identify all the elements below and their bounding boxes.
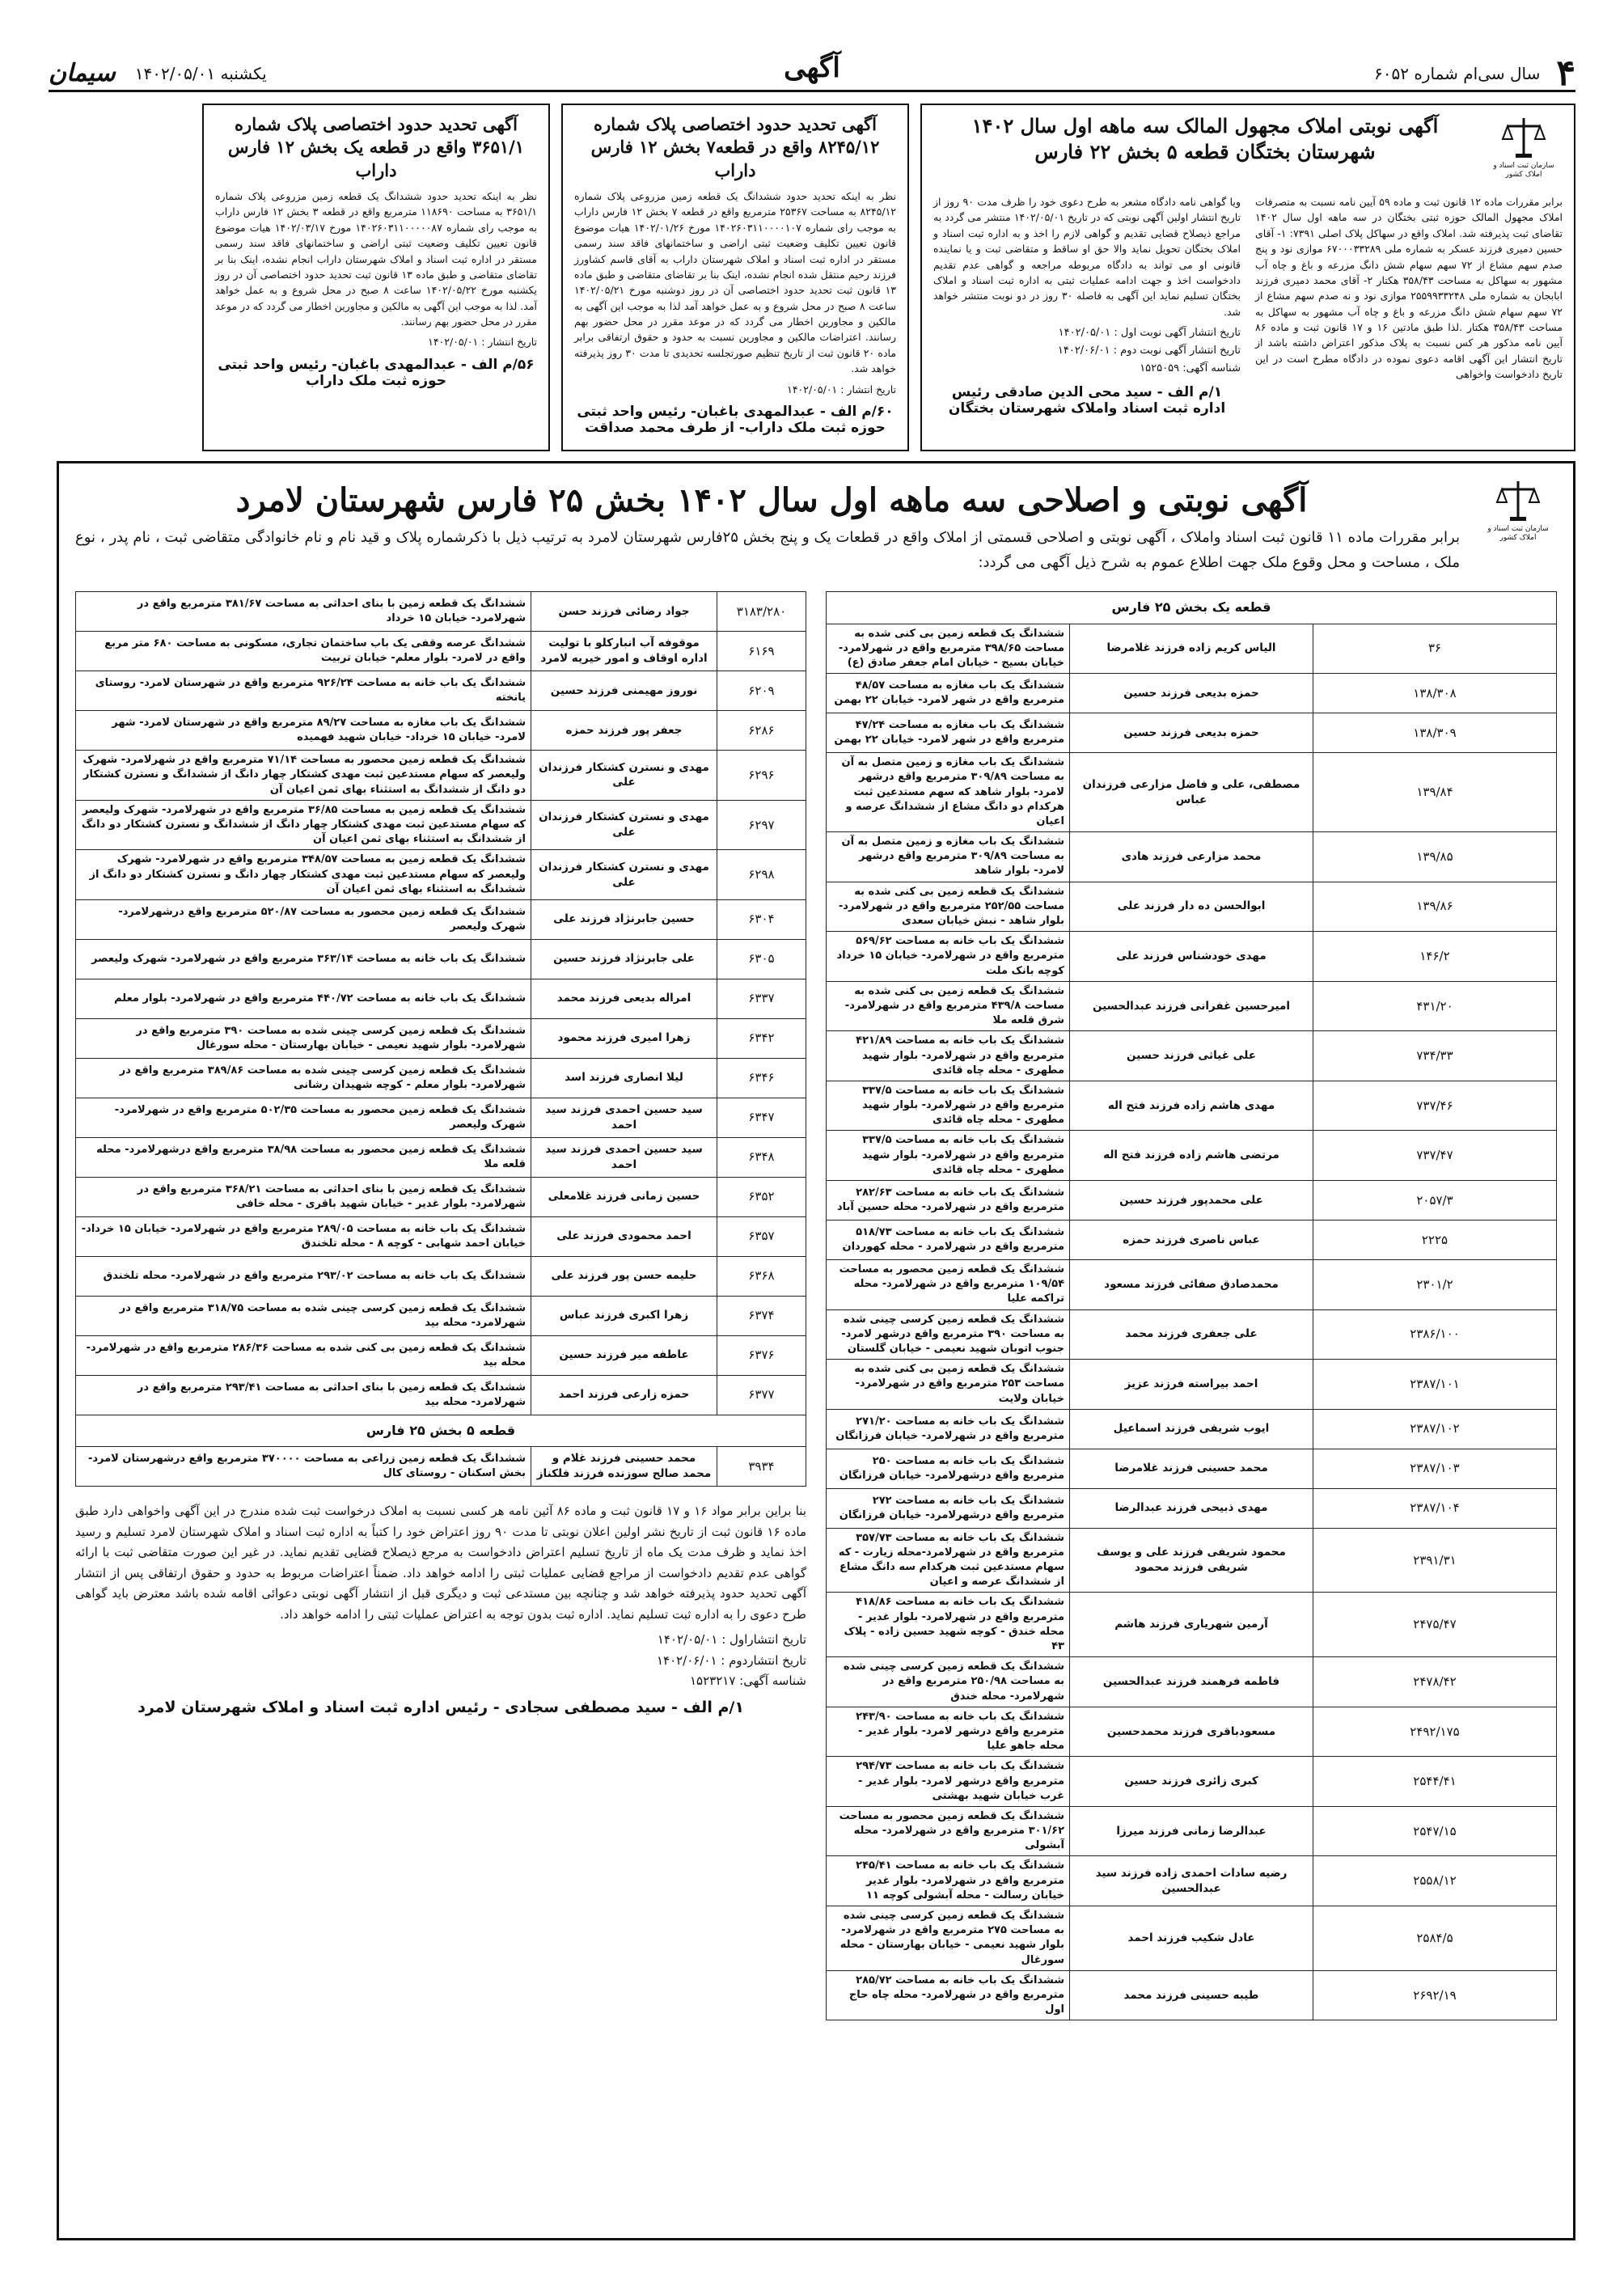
property-description: ششدانگ یک قطعه زمین محصور به مساحت ۳۸/۹۸ مترمربع واقع درشهرلامرد- محله قلعه ملا: [76, 1137, 531, 1177]
plate-number: ۶۳۷۷: [717, 1375, 806, 1415]
property-description: ششدانگ یک قطعه زمین بی کنی شده به مساحت ۲۵۳ مترمربع واقع در شهرلامرد- خیابان ولایت: [827, 1360, 1070, 1410]
property-table: [75, 591, 806, 1487]
emblem-caption: سازمان ثبت اسناد و املاک کشور: [1493, 162, 1554, 179]
property-description: ششدانگ یک باب مغازه به مساحت ۴۷/۲۴ مترمربع واقع در شهر لامرد- خیابان ۲۲ بهمن: [827, 713, 1070, 753]
plate-number: ۶۳۷۴: [717, 1296, 806, 1335]
plate-number: ۷۳۴/۳۳: [1313, 1031, 1557, 1081]
table-row: [827, 1360, 1557, 1410]
property-description: ششدانگ یک قطعه زمین با بنای احداثی به مساحت ۳۶۸/۲۱ مترمربع واقع در شهرلامرد- بلوار غدیر - خیابان شهید باقری - محله خافی: [76, 1177, 531, 1216]
scales-icon: [1499, 113, 1548, 162]
table-row: [827, 1221, 1557, 1260]
property-description: ششدانگ یک باب خانه به مساحت ۲۸۵/۷۲ مترمربع واقع در شهرلامرد- محله چاه حاج اول: [827, 1970, 1070, 2020]
plate-number: ۷۳۷/۴۷: [1313, 1131, 1557, 1181]
table-row: [827, 1757, 1557, 1807]
table-left: [75, 591, 806, 2020]
property-description: ششدانگ یک باب خانه به مساحت ۲۸۹/۰۵ مترمربع واقع در شهرلامرد- خیابان ۱۵ خرداد- خیابان احمد شهابی - کوچه ۸ - محله تلخندق: [76, 1216, 531, 1256]
table-row: [76, 1216, 806, 1256]
table-row: [76, 592, 806, 632]
applicant-name: مهدی و نسترن کشتکار فرزندان علی: [531, 850, 717, 900]
issue-number: سال سی‌ام ‌شماره ۶۰۵۲: [1374, 63, 1541, 83]
table-row: [827, 1856, 1557, 1906]
applicant-name: امیرحسین غفرانی فرزند عبدالحسین: [1070, 981, 1313, 1031]
applicant-name: علی جابرنژاد فرزند حسین: [531, 939, 717, 979]
notice-id: شناسه آگهی: ۱۵۲۵۰۵۹: [1140, 362, 1241, 375]
property-description: ششدانگ یک باب خانه به مساحت ۹۲۶/۲۴ مترمربع واقع در شهرستان لامرد- روستای یانخته: [76, 671, 531, 711]
table-row: [827, 1528, 1557, 1593]
applicant-name: حلیمه حسن پور فرزند علی: [531, 1256, 717, 1296]
table-row: [76, 711, 806, 751]
plate-number: ۶۳۰۵: [717, 939, 806, 979]
table-section-header: قطعه ۵ بخش ۲۵ فارس: [76, 1415, 806, 1446]
property-description: ششدانگ یک باب خانه به مساحت ۴۴۰/۷۲ مترمربع واقع در شهرلامرد- بلوار معلم: [76, 979, 531, 1018]
property-description: ششدانگ یک باب خانه به مساحت ۳۶۳/۱۴ مترمربع واقع در شهرلامرد- شهرک ولیعصر: [76, 939, 531, 979]
applicant-name: زهرا اکبری فرزند عباس: [531, 1296, 717, 1335]
applicant-name: علی غیاثی فرزند حسین: [1070, 1031, 1313, 1081]
table-row: [827, 713, 1557, 753]
plate-number: ۴۳۱/۲۰: [1313, 981, 1557, 1031]
notice-title: آگهی تحدید حدود اختصاصی پلاک شماره ۸۲۴۵/۱۲ واقع در قطعه۷ بخش ۱۲ فارس داراب: [590, 114, 880, 180]
property-description: ششدانگ یک باب خانه به مساحت ۲۴۳/۹۰ مترمربع واقع درشهر لامرد- بلوار غدیر - محله جاهو علیا: [827, 1707, 1070, 1757]
property-description: ششدانگ یک باب خانه به مساحت ۲۵۰ مترمربع واقع درشهرلامرد- خیابان فرزانگان: [827, 1449, 1070, 1488]
applicant-name: سید حسین احمدی فرزند سید احمد: [531, 1137, 717, 1177]
applicant-name: ایوب شریفی فرزند اسماعیل: [1070, 1409, 1313, 1449]
property-description: ششدانگ یک باب خانه به مساحت ۵۶۹/۶۲ مترمربع واقع در شهرلامرد- خیابان ۱۵ خرداد کوچه بانک ملت: [827, 932, 1070, 982]
main-signature: ۱/م الف - سید مصطفی سجادی - رئیس اداره ثبت اسناد و املاک شهرستان لامرد: [137, 1698, 744, 1716]
table-row: [827, 1131, 1557, 1181]
property-description: ششدانگ یک قطعه زمین بی کنی شده به مساحت ۴۳۹/۸ مترمربع واقع در شهرلامرد- شرق قلعه ملا: [827, 981, 1070, 1031]
table-row: [76, 979, 806, 1018]
applicant-name: حسین جابرنژاد فرزند علی: [531, 899, 717, 939]
table-row: [827, 1260, 1557, 1310]
table-row: [76, 751, 806, 801]
plate-number: ۷۳۷/۴۶: [1313, 1081, 1557, 1131]
newspaper-logo: سیمان: [49, 59, 116, 87]
plate-number: ۱۳۸/۳۰۹: [1313, 713, 1557, 753]
plate-number: ۳۹۳۴: [717, 1447, 806, 1487]
applicant-name: احمد محمودی فرزند علی: [531, 1216, 717, 1256]
applicant-name: عاطفه میر فرزند حسین: [531, 1335, 717, 1375]
table-row: [827, 1593, 1557, 1657]
masthead: [49, 52, 1575, 94]
plate-number: ۲۳۸۷/۱۰۳: [1313, 1449, 1557, 1488]
main-title: آگهی نوبتی و اصلاحی سه ماهه اول سال ۱۴۰۲ بخش ۲۵ فارس شهرستان لامرد: [235, 481, 1308, 519]
applicant-name: مهدی و نسترن کشتکار فرزندان علی: [531, 751, 717, 801]
property-description: ششدانگ یک باب مغازه به مساحت ۸۹/۲۷ مترمربع واقع در شهرستان لامرد- شهر لامرد- خیابان ۱۵ خرداد- خیابان شهید فهمیده: [76, 711, 531, 751]
plate-number: ۶۳۴۸: [717, 1137, 806, 1177]
property-description: ششدانگ یک قطعه زمین کرسی چینی شده به مساحت ۳۸۹/۸۶ مترمربع واقع در شهرلامرد- بلوار معلم - کوچه شهیدان رشانی: [76, 1058, 531, 1098]
applicant-name: مهدی و نسترن کشتکار فرزندان علی: [531, 800, 717, 850]
property-description: ششدانگ یک باب خانه به مساحت ۲۷۱/۲۰ مترمربع واقع در شهرلامرد- خیابان فرزانگان: [827, 1409, 1070, 1449]
table-row: [76, 1137, 806, 1177]
plate-number: ۲۰۵۷/۳: [1313, 1181, 1557, 1221]
property-description: ششدانگ یک باب مغازه و زمین متصل به آن به مساحت ۳۰۹/۸۹ مترمربع واقع درشهر لامرد- بلوار شاهد: [827, 832, 1070, 882]
table-row: [76, 1098, 806, 1137]
issue-date: یکشنبه ۱۴۰۲/۰۵/۰۱: [134, 63, 267, 83]
notice-signature: ۱/م الف - سید محی الدین صادقی رئیس اداره ثبت اسناد واملاک شهرستان بختگان: [948, 384, 1226, 417]
table-row: [76, 850, 806, 900]
applicant-name: علی جعفری فرزند محمد: [1070, 1309, 1313, 1360]
table-row: [827, 932, 1557, 982]
plate-number: ۲۳۸۷/۱۰۲: [1313, 1409, 1557, 1449]
plate-number: ۲۳۹۱/۳۱: [1313, 1528, 1557, 1593]
main-date: تاریخ انتشاردوم : ۱۴۰۲/۰۶/۰۱: [656, 1652, 806, 1668]
property-description: ششدانگ عرصه وقفی یک باب ساختمان تجاری، مسکونی به مساحت ۶۸۰ متر مربع واقع در لامرد- بلوار معلم- خیابان تربیت: [76, 632, 531, 671]
plate-number: ۶۳۵۷: [717, 1216, 806, 1256]
applicant-name: لیلا انصاری فرزند اسد: [531, 1058, 717, 1098]
plate-number: ۱۳۹/۸۴: [1313, 753, 1557, 832]
notice-signature: ۵۶/م الف - عبدالمهدی باغبان- رئیس واحد ثبتی حوزه ثبت ملک داراب: [218, 356, 535, 389]
plate-number: ۲۳۸۶/۱۰۰: [1313, 1309, 1557, 1360]
property-description: ششدانگ یک قطعه زمین محصور به مساحت ۷۱/۱۴ مترمربع واقع در شهرلامرد- شهرک ولیعصر که سهام مستدعین ثبت مهدی کشتکار چهار دانگ از ششدانگ و نسترن کشتکار دو دانگ از ششدانگ به استثناء بهای ثمن اعیان آن: [76, 751, 531, 801]
plate-number: ۶۲۹۷: [717, 800, 806, 850]
property-description: ششدانگ یک باب خانه به مساحت ۲۹۴/۷۳ مترمربع واقع درشهر لامرد- بلوار غدیر - غرب خیابان شهید بهشتی: [827, 1757, 1070, 1807]
notice-date: تاریخ انتشار آگهی نوبت اول : ۱۴۰۲/۰۵/۰۱: [1058, 327, 1241, 339]
plate-number: ۲۴۷۸/۴۲: [1313, 1657, 1557, 1707]
property-description: ششدانگ یک باب خانه به مساحت ۲۴۵/۴۱ مترمربع واقع در شهرلامرد- بلوار غدیر خیابان رسالت - محله آبشولی کوچه ۱۱: [827, 1856, 1070, 1906]
applicant-name: مرتضی هاشم زاده فرزند فتح اله: [1070, 1131, 1313, 1181]
applicant-name: کبری زائری فرزند حسین: [1070, 1757, 1313, 1807]
table-row: [827, 1657, 1557, 1707]
table-row: [76, 1375, 806, 1415]
notice-body: نظر به اینکه تحدید حدود ششدانگ یک قطعه زمین مزروعی پلاک شماره ۸۲۴۵/۱۲ به مساحت ۲۵۳۶۷ مترمربع واقع در قطعه ۷ بخش ۱۲ فارس داراب به موجب رای شماره ۱۴۰۲۶۰۳۱۱۰۰۰۰۱۰۷ مورخ ۱۴۰۲/۰۱/۲۶ هیات موضوع قانون تعیین تکلیف وضعیت ثبتی اراضی و ساختمانهای فاقد سند رسمی مستقر در اداره ثبت اسناد و املاک شهرستان داراب به آقای قاسم کشاورز فرزند رحیم منتقل شده انجام نشده، اینک بنا بر تقاضای متقاضی و طبق ماده ۱۳ قانون ثبت تحدید حدود اختصاصی آن در روز دوشنبه مورخ ۱۴۰۲/۰۵/۲۱ ساعت ۸ صبح در محل شروع و به عمل خواهد آمد لذا به موجب این آگهی به مالکین و مجاورین اخطار می گردد که در موعد مقرر در محل حضور بهم رسانند. اعتراضات مالکین و مجاورین نسبت به حدود و حقوق ارتفاقی برابر ماده ۲۰ قانون ثبت از تاریخ تنظیم صورتجلسه تحدیدی تا مدت ۳۰ روز پذیرفته خواهد شد.: [574, 190, 897, 375]
plate-number: ۲۴۹۲/۱۷۵: [1313, 1707, 1557, 1757]
table-row: [827, 1181, 1557, 1221]
plate-number: ۶۳۴۲: [717, 1018, 806, 1058]
property-description: ششدانگ یک باب خانه به مساحت ۴۱۸/۸۶ مترمربع واقع در شهرلامرد- بلوار غدیر - محله خندق - کوچه شهید حسین زاده - پلاک ۴۳: [827, 1593, 1070, 1657]
applicant-name: حسین زمانی فرزند غلامعلی: [531, 1177, 717, 1216]
plate-number: ۶۳۷۶: [717, 1335, 806, 1375]
applicant-name: عادل شکیب فرزند احمد: [1070, 1906, 1313, 1971]
table-row: [76, 1447, 806, 1487]
table-row: [827, 1707, 1557, 1757]
table-row: [827, 1806, 1557, 1856]
table-row: [827, 624, 1557, 674]
applicant-name: محمد حسینی فرزند غلامرضا: [1070, 1449, 1313, 1488]
plate-number: ۶۳۶۸: [717, 1256, 806, 1296]
applicant-name: طیبه حسینی فرزند محمد: [1070, 1970, 1313, 2020]
table-row: [827, 753, 1557, 832]
registry-emblem: [1485, 113, 1563, 194]
notice-lamerd: [57, 461, 1575, 2240]
table-row: [76, 899, 806, 939]
notice-date: تاریخ انتشار : ۱۴۰۲/۰۵/۰۱: [787, 383, 896, 396]
plate-number: ۲۳۸۷/۱۰۴: [1313, 1488, 1557, 1528]
property-description: ششدانگ یک باب خانه به مساحت ۳۳۷/۵ مترمربع واقع در شهرلامرد- بلوار شهید مطهری - محله چاه قائدی: [827, 1131, 1070, 1181]
applicant-name: فاطمه فرهمند فرزند عبدالحسین: [1070, 1657, 1313, 1707]
applicant-name: احمد بیراسته فرزند عزیز: [1070, 1360, 1313, 1410]
notice-date: تاریخ انتشار : ۱۴۰۲/۰۵/۰۱: [428, 336, 537, 349]
property-description: ششدانگ یک قطعه زمین کرسی چینی شده به مساحت ۳۱۸/۷۵ مترمربع واقع در شهرلامرد- محله بید: [76, 1296, 531, 1335]
table-row: [76, 1018, 806, 1058]
applicant-name: محمدصادق صفائی فرزند مسعود: [1070, 1260, 1313, 1310]
main-date: تاریخ انتشاراول : ۱۴۰۲/۰۵/۰۱: [657, 1632, 806, 1648]
notice-title: آگهی نوبتی املاک مجهول المالک سه ماهه اول سال ۱۴۰۲ شهرستان بختگان قطعه ۵ بخش ۲۲ فارس: [971, 114, 1439, 164]
table-row: [76, 1335, 806, 1375]
applicant-name: علی محمدپور فرزند حسین: [1070, 1181, 1313, 1221]
notice-body-right: برابر مقررات ماده ۱۲ قانون ثبت و ماده ۵۹ آیین نامه نسبت به متصرفات املاک مجهول المالک حوزه ثبتی بختگان در سه ماهه اول سال ۱۴۰۲ تقاضای ثبت پذیرفته شد. املاک واقع در سهاکل پلاک اصلی ۷۳۹۱: ۱- آقای حسین دمیری فرزند عسکر به شماره ملی ۶۷۰۰۰۳۳۲۸۹ موازی نود و پنج صدم سهم مشاع از ۷۲ سهم سهام شش دانگ مزرعه و باغ و چاه آب مشهور به سهاکل به مساحت ۳۵۸/۴۳ هکتار ۲- آقای محمد دمیری فرزند ابابجان به شماره ملی ۲۵۵۹۹۳۳۲۴۸ موازی نود و نه صدم سهم مشاع از ۷۲ سهم سهام شش دانگ مزرعه و باغ و چاه آب مشهور به سهاکل به مساحت ۳۵۸/۴۳ هکتار .لذا طبق مادتین ۱۶ و ۱۷ قانون ثبت و ماده ۸۶ آیین نامه مذکور هر کس نسبت به پلاک مذکور اعتراض داشته باشد از تاریخ انتشار این آگهی اقامه دعوی نموده در دادگاه مطرح است در این تاریخ دادخواست واخواهی: [1255, 196, 1563, 381]
plate-number: ۲۴۷۵/۴۷: [1313, 1593, 1557, 1657]
main-closing: بنا براین برابر مواد ۱۶ و ۱۷ قانون ثبت و ماده ۸۶ آئین نامه هر کسی نسبت به املاک درخواست ثبت شده مندرج در این آگهی واخواهی دارد طبق ماده ۱۶ قانون ثبت از تاریخ نشر اولین اعلان نوبتی تا مدت ۹۰ روز اعتراض خود را کتباً به اداره ثبت اسناد و املاک شهرستان لامرد تسلیم و رسید اخذ نماید و ظرف مدت یک ماه از تاریخ تسلیم اعتراض دادخواست به مرجع ذیصلاح قضایی تقدیم نماید. در غیر این صورت متقاضی ثبت با ارائه گواهی عدم تقدیم دادخواست از مراجع قضایی عملیات ثبتی را ادامه خواهد داد. ضمناً اعتراضات مربوط به حدود و حقوق ارتفاقی پس از انتشار آگهی تحدید حدود پذیرفته خواهد شد و چنانچه بین مستدعی ثبت و دیگری قبل از انتشار آگهی نوبتی دعوائی اقامه شده باشد معترض باید گواهی طرح دعوی را به اداره ثبت تسلیم نماید. اداره ثبت بدون توجه به اعتراض عملیات ثبتی را ادامه خواهد داد.: [75, 1504, 806, 1622]
plate-number: ۳۱۸۳/۲۸۰: [717, 592, 806, 632]
applicant-name: امراله بدیعی فرزند محمد: [531, 979, 717, 1018]
applicant-name: مصطفی، علی و فاضل مزارعی فرزندان عباس: [1070, 753, 1313, 832]
table-row: [76, 1296, 806, 1335]
property-description: ششدانگ یک قطعه زمین کرسی چینی شده به مساحت ۳۹۰ مترمربع واقع درشهر لامرد- جنوب اتوبان شهید نعیمی - خیابان گلستان: [827, 1309, 1070, 1360]
scales-icon: [1494, 476, 1542, 525]
property-description: ششدانگ یک باب مغازه و زمین متصل به آن به مساحت ۳۰۹/۸۹ مترمربع واقع درشهر لامرد- بلوار شاهد که سهم مستدعین ثبت هرکدام دو دانگ مشاع از ششدانگ عرصه و اعیان: [827, 753, 1070, 832]
property-description: ششدانگ یک قطعه زمین با بنای احداثی به مساحت ۲۹۳/۴۱ مترمربع واقع در شهرلامرد- محله بید: [76, 1375, 531, 1415]
emblem-caption: سازمان ثبت اسناد و املاک کشور: [1487, 525, 1549, 542]
property-description: ششدانگ یک قطعه زمین کرسی چینی شده به مساحت ۲۷۵ مترمربع واقع در شهرلامرد- بلوار شهید نعیمی - خیابان بهارستان - محله سورغال: [827, 1906, 1070, 1971]
property-description: ششدانگ یک باب خانه به مساحت ۴۲۱/۸۹ مترمربع واقع در شهرلامرد- بلوار شهید مطهری - محله چاه قائدی: [827, 1031, 1070, 1081]
table-row: [827, 1970, 1557, 2020]
applicant-name: محمود شریفی فرزند علی و یوسف شریفی فرزند محمود: [1070, 1528, 1313, 1593]
property-description: ششدانگ یک قطعه زمین بی کنی شده به مساحت ۲۵۲/۵۵ مترمربع واقع در شهرلامرد- بلوار شاهد - نبش خیابان سعدی: [827, 882, 1070, 932]
main-intro: برابر مقررات ماده ۱۱ قانون ثبت اسناد واملاک ، آگهی نوبتی و اصلاحی قسمتی از املاک واقع در قطعات یک و پنج بخش ۲۵فارس شهرستان لامرد به ترتیب ذیل با ذکرشماره پلاک و قید نام و نام خانوادگی متقاضی ثبت ، نام پدر ، نوع ملک ، مساحت و محل وقوع ملک جهت اطلاع عموم به شرح ذیل آگهی می گردد:: [75, 529, 1461, 571]
table-row: [827, 882, 1557, 932]
plate-number: ۶۲۰۹: [717, 671, 806, 711]
table-row: [827, 1488, 1557, 1528]
plate-number: ۶۳۰۴: [717, 899, 806, 939]
applicant-name: محمد حسینی فرزند غلام و محمد صالح سوزنده فرزند فلکناز: [531, 1447, 717, 1487]
table-row: [827, 1031, 1557, 1081]
table-row: [76, 800, 806, 850]
plate-number: ۲۲۲۵: [1313, 1221, 1557, 1260]
notice-bakhtegan: [920, 104, 1575, 451]
plate-number: ۱۳۹/۸۵: [1313, 832, 1557, 882]
masthead-left: [49, 59, 267, 87]
applicant-name: مهدی خودشناس فرزند علی: [1070, 932, 1313, 982]
plate-number: ۶۳۴۷: [717, 1098, 806, 1137]
plate-number: ۲۳۰۱/۲: [1313, 1260, 1557, 1310]
property-description: ششدانگ یک قطعه زمین کرسی چینی شده به مساحت ۲۵۰/۹۸ مترمربع واقع در شهرلامرد- محله خندق: [827, 1657, 1070, 1707]
applicant-name: سید حسین احمدی فرزند سید احمد: [531, 1098, 717, 1137]
property-description: ششدانگ یک باب خانه به مساحت ۲۷۲ مترمربع واقع درشهرلامرد- خیابان فرزانگان: [827, 1488, 1070, 1528]
table-row: [827, 1906, 1557, 1971]
table-row: [76, 1058, 806, 1098]
property-description: ششدانگ یک قطعه زمین بی کنی شده به مساحت ۲۸۶/۳۶ مترمربع واقع در شهرلامرد- محله بید: [76, 1335, 531, 1375]
property-description: ششدانگ یک قطعه زمین محصور به مساحت ۵۰۲/۳۵ مترمربع واقع در شهرلامرد- شهرک ولیعصر: [76, 1098, 531, 1137]
plate-number: ۱۳۸/۳۰۸: [1313, 674, 1557, 713]
plate-number: ۶۲۸۶: [717, 711, 806, 751]
plate-number: ۶۱۶۹: [717, 632, 806, 671]
table-row: [76, 632, 806, 671]
property-description: ششدانگ یک باب خانه به مساحت ۳۵۷/۷۳ مترمربع واقع در شهرلامرد-محله زیارت - که سهام مستدعین ثبت هرکدام سه دانگ مشاع از ششدانگ عرصه و اعیان: [827, 1528, 1070, 1593]
applicant-name: ابوالحسن ده دار فرزند علی: [1070, 882, 1313, 932]
property-description: ششدانگ یک قطعه زمین با بنای احداثی به مساحت ۳۸۱/۶۷ مترمربع واقع در شهرلامرد- خیابان ۱۵ خرداد: [76, 592, 531, 632]
masthead-right: [1374, 53, 1575, 94]
table-row: [76, 1177, 806, 1216]
table-row: [76, 671, 806, 711]
table-row: [827, 1449, 1557, 1488]
applicant-name: مهدی ذبیحی فرزند عبدالرضا: [1070, 1488, 1313, 1528]
applicant-name: حمزه بدیعی فرزند حسین: [1070, 674, 1313, 713]
table-row: [827, 1409, 1557, 1449]
applicant-name: زهرا امیری فرزند محمود: [531, 1018, 717, 1058]
plate-number: ۶۳۴۶: [717, 1058, 806, 1098]
notice-signature: ۶۰/م الف - عبدالمهدی باغبان- رئیس واحد ثبتی حوزه ثبت ملک داراب- از طرف محمد صداقت: [577, 403, 894, 436]
property-description: ششدانگ یک قطعه زمین به مساحت ۳۶/۸۵ مترمربع واقع در شهرلامرد- شهرک ولیعصر که سهام مستدعین ثبت مهدی کشتکار چهار دانگ از ششدانگ و نسترن کشتکار دو دانگ از ششدانگ به استثناء بهای ثمن اعیان آن: [76, 800, 531, 850]
applicant-name: عبدالرضا زمانی فرزند میرزا: [1070, 1806, 1313, 1856]
applicant-name: موقوفه آب انبارکلو با تولیت اداره اوقاف و امور خیریه لامرد: [531, 632, 717, 671]
property-description: ششدانگ یک قطعه زمین محصور به مساحت ۵۲۰/۸۷ مترمربع واقع درشهرلامرد- شهرک ولیعصر: [76, 899, 531, 939]
property-description: ششدانگ یک باب خانه به مساحت ۵۱۸/۷۳ مترمربع واقع در شهرلامرد - محله کهوردان: [827, 1221, 1070, 1260]
applicant-name: عباس ناصری فرزند حمزه: [1070, 1221, 1313, 1260]
main-notice-id: شناسه آگهی: ۱۵۲۳۲۱۷: [690, 1673, 806, 1689]
registry-emblem: [1479, 476, 1557, 557]
applicant-name: مهدی هاشم زاده فرزند فتح اله: [1070, 1081, 1313, 1131]
plate-number: ۶۳۳۷: [717, 979, 806, 1018]
property-table: [826, 591, 1557, 2020]
applicant-name: جعفر پور فرزند حمزه: [531, 711, 717, 751]
plate-number: ۳۶: [1313, 624, 1557, 674]
applicant-name: رضیه سادات احمدی زاده فرزند سید عبدالحسین: [1070, 1856, 1313, 1906]
plate-number: ۲۵۴۴/۴۱: [1313, 1757, 1557, 1807]
notice-darab-3651: [202, 104, 550, 451]
table-row: [827, 981, 1557, 1031]
table-row: [827, 674, 1557, 713]
table-right: [826, 591, 1557, 2020]
plate-number: ۲۵۸۴/۵: [1313, 1906, 1557, 1971]
applicant-name: مسعودباقری فرزند محمدحسین: [1070, 1707, 1313, 1757]
table-row: [827, 1081, 1557, 1131]
property-description: ششدانگ یک قطعه زمین محصور به مساحت ۳۰۱/۶۲ مترمربع واقع در شهرلامرد- محله آبشولی: [827, 1806, 1070, 1856]
applicant-name: حمزه بدیعی فرزند حسین: [1070, 713, 1313, 753]
plate-number: ۲۵۴۷/۱۵: [1313, 1806, 1557, 1856]
plate-number: ۲۵۵۸/۱۲: [1313, 1856, 1557, 1906]
property-description: ششدانگ یک قطعه زمین بی کنی شده به مساحت ۳۹۸/۶۵ مترمربع واقع در شهرلامرد- خیابان بسیج - خیابان امام جعفر صادق (ع): [827, 624, 1070, 674]
top-notices: [57, 104, 1575, 451]
applicant-name: حمزه زارعی فرزند احمد: [531, 1375, 717, 1415]
applicant-name: آرمین شهریاری فرزند هاشم: [1070, 1593, 1313, 1657]
applicant-name: جواد رضائی فرزند حسن: [531, 592, 717, 632]
table-row: [76, 939, 806, 979]
property-description: ششدانگ یک باب خانه به مساحت ۲۸۲/۶۳ مترمربع واقع در شهرلامرد- محله حسین آباد: [827, 1181, 1070, 1221]
plate-number: ۱۴۶/۲: [1313, 932, 1557, 982]
page-number: ۴: [1556, 53, 1575, 94]
notice-date: تاریخ انتشار آگهی نوبت دوم : ۱۴۰۲/۰۶/۰۱: [1057, 345, 1241, 357]
plate-number: ۶۳۵۲: [717, 1177, 806, 1216]
property-description: ششدانگ یک قطعه زمین زراعی به مساحت ۳۷۰۰۰۰ مترمربع واقع درشهرستان لامرد- بخش اسکنان - روستای کال: [76, 1447, 531, 1487]
section-title: آگهی: [784, 52, 840, 84]
property-description: ششدانگ یک باب مغازه به مساحت ۴۸/۵۷ مترمربع واقع در شهر لامرد- خیابان ۲۲ بهمن: [827, 674, 1070, 713]
notice-title: آگهی تحدید حدود اختصاصی پلاک شماره ۳۶۵۱/۱ واقع در قطعه یک بخش ۱۲ فارس داراب: [227, 114, 525, 180]
property-description: ششدانگ یک باب خانه به مساحت ۳۳۷/۵ مترمربع واقع در شهرلامرد- بلوار شهید مطهری - محله چاه قائدی: [827, 1081, 1070, 1131]
plate-number: ۶۲۹۸: [717, 850, 806, 900]
property-description: ششدانگ یک قطعه زمین به مساحت ۳۴۸/۵۷ مترمربع واقع در شهرلامرد- شهرک ولیعصر که سهام مستدعین ثبت مهدی کشتکار چهار دانگ و نسترن کشتکار دو دانگ از ششدانگ به استثناء بهای ثمن اعیان آن: [76, 850, 531, 900]
plate-number: ۱۳۹/۸۶: [1313, 882, 1557, 932]
notice-body: نظر به اینکه تحدید حدود ششدانگ یک قطعه زمین مزروعی پلاک شماره ۳۶۵۱/۱ به مساحت ۱۱۸۶۹۰ مترمربع واقع در قطعه ۳ بخش ۱۲ فارس داراب به موجب رای شماره ۱۴۰۲۶۰۳۱۱۰۰۰۰۰۸۷ مورخ ۱۴۰۲/۰۳/۱۷ هیات موضوع قانون تعیین تکلیف وضعیت ثبتی اراضی و ساختمانهای فاقد سند رسمی مستقر در اداره ثبت اسناد و املاک شهرستان داراب انجام نشده، اینک بنا بر تقاضای متقاضی و طبق ماده ۱۳ قانون ثبت تحدید حدود اختصاصی آن در روز یکشنبه مورخ ۱۴۰۲/۰۵/۲۲ ساعت ۸ صبح در محل شروع و به عمل خواهد آمد. لذا به موجب این آگهی به مالکین و مجاورین اخطار می گردد که در موعد مقرر در محل حضور بهم رسانند.: [215, 190, 538, 328]
plate-number: ۶۲۹۶: [717, 751, 806, 801]
property-description: ششدانگ یک قطعه زمین محصور به مساحت ۱۰۹/۵۴ مترمربع واقع در شهرلامرد- محله تراکمه علیا: [827, 1260, 1070, 1310]
plate-number: ۲۶۹۲/۱۹: [1313, 1970, 1557, 2020]
table-row: [827, 1309, 1557, 1360]
table-row: [827, 832, 1557, 882]
property-description: ششدانگ یک باب خانه به مساحت ۲۹۳/۰۲ مترمربع واقع در شهرلامرد- محله تلخندق: [76, 1256, 531, 1296]
property-tables: [75, 591, 1557, 2020]
applicant-name: الیاس کریم زاده فرزند غلامرضا: [1070, 624, 1313, 674]
notice-body-left: ویا گواهی نامه دادگاه مشعر به طرح دعوی خود را ظرف مدت ۹۰ روز از تاریخ انتشار اولین آگهی نوبتی که در تاریخ ۱۴۰۲/۰۵/۰۱ منتشر می گردد به مراجع ذیصلاح قضایی تقدیم و گواهی لازم را اخذ و به اداره ثبت اسناد و املاک بختگان تحویل نماید والا حق او ساقط و متقاضی ثبت و یا نماینده قانونی او می تواند به دادگاه مربوطه مراجعه و گواهی عدم تقدیم دادخواست اخذ و جهت ادامه عملیات ثبتی به اداره ثبت اسناد و املاک بختگان تسلیم نماید این آگهی به فاصله ۳۰ روز در دو نوبت منتشر خواهد شد.: [933, 196, 1241, 318]
table-row: [76, 1256, 806, 1296]
table-section-header: قطعه یک بخش ۲۵ فارس: [827, 592, 1557, 624]
applicant-name: نوروز مهیمنی فرزند حسین: [531, 671, 717, 711]
property-description: ششدانگ یک قطعه زمین کرسی چینی شده به مساحت ۳۹۰ مترمربع واقع در شهرلامرد- بلوار شهید نعیمی - خیابان بهارستان - محله سورغال: [76, 1018, 531, 1058]
plate-number: ۲۳۸۷/۱۰۱: [1313, 1360, 1557, 1410]
applicant-name: محمد مزارعی فرزند هادی: [1070, 832, 1313, 882]
notice-darab-8245: [561, 104, 909, 451]
